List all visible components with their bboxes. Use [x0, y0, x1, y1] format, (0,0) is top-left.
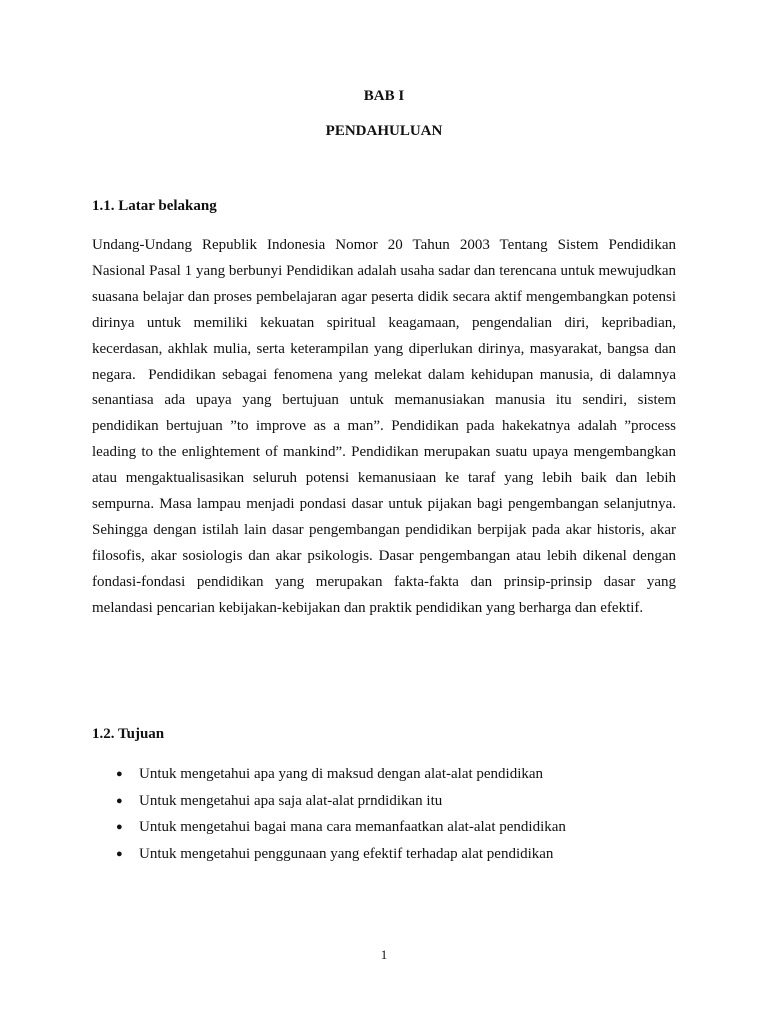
list-item-text: Untuk mengetahui apa saja alat-alat prndidikan itu — [139, 792, 443, 809]
bullet-icon: ● — [116, 794, 123, 807]
page-number: 1 — [380, 947, 388, 962]
chapter-number: BAB I — [363, 88, 405, 104]
list-item-text: Untuk mengetahui apa yang di maksud dengan alat-alat pendidikan — [139, 766, 544, 782]
list-item — [0, 814, 768, 841]
bullet-icon: ● — [116, 848, 123, 861]
list-item — [0, 788, 768, 815]
bullet-icon: ● — [116, 768, 123, 780]
section-heading-latar-belakang: 1.1. Latar belakang — [92, 198, 217, 214]
background-paragraph: Undang-Undang Republik Indonesia Nomor 20 Tahun 2003 Tentang Sistem Pendidikan Nasional Pasal 1 yang berbunyi Pendidikan adalah usaha sadar dan terencana untuk mewujudkan suasana belajar dan proses pembelajaran agar peserta didik secara aktif mengembangkan potensi dirinya untuk memiliki kekuatan spiritual keagamaan, pengendalian diri, kepribadian, kecerdasan, akhlak mulia, serta keterampilan yang diperlukan dirinya, masyarakat, bangsa dan negara. Pendidikan sebagai fenomena yang melekat dalam kehidupan manusia, di dalamnya senantiasa ada upaya yang bertujuan untuk memanusiakan manusia itu sendiri, sistem pendidikan bertujuan ”to improve as a man”. Pendidikan pada hakekatnya adalah ”process leading to the enlightement of mankind”. Pendidikan merupakan suatu upaya mengembangkan atau mengaktualisasikan seluruh potensi kemanusiaan ke taraf yang lebih baik dan lebih sempurna. Masa lampau menjadi pondasi dasar untuk pijakan bagi pengembangan selanjutnya. Sehingga dengan istilah lain dasar pengembangan pendidikan berpijak pada akar historis, akar filosofis, akar sosiologis dan akar psikologis. Dasar pengembangan atau lebih dikenal dengan fondasi-fondasi pendidikan yang merupakan fakta-fakta dan prinsip-prinsip dasar yang melandasi pencarian kebijakan-kebijakan dan praktik pendidikan yang berharga dan efektif. — [92, 237, 680, 616]
goals-list — [0, 761, 768, 868]
list-item-text: Untuk mengetahui bagai mana cara memanfaatkan alat-alat pendidikan — [139, 819, 566, 836]
bullet-icon: ● — [116, 821, 123, 834]
chapter-title: PENDAHULUAN — [325, 123, 443, 139]
list-item-text: Untuk mengetahui penggunaan yang efektif terhadap alat pendidikan — [139, 846, 554, 863]
list-item — [0, 841, 768, 868]
list-item — [0, 761, 768, 788]
section-heading-tujuan: 1.2. Tujuan — [92, 726, 165, 742]
